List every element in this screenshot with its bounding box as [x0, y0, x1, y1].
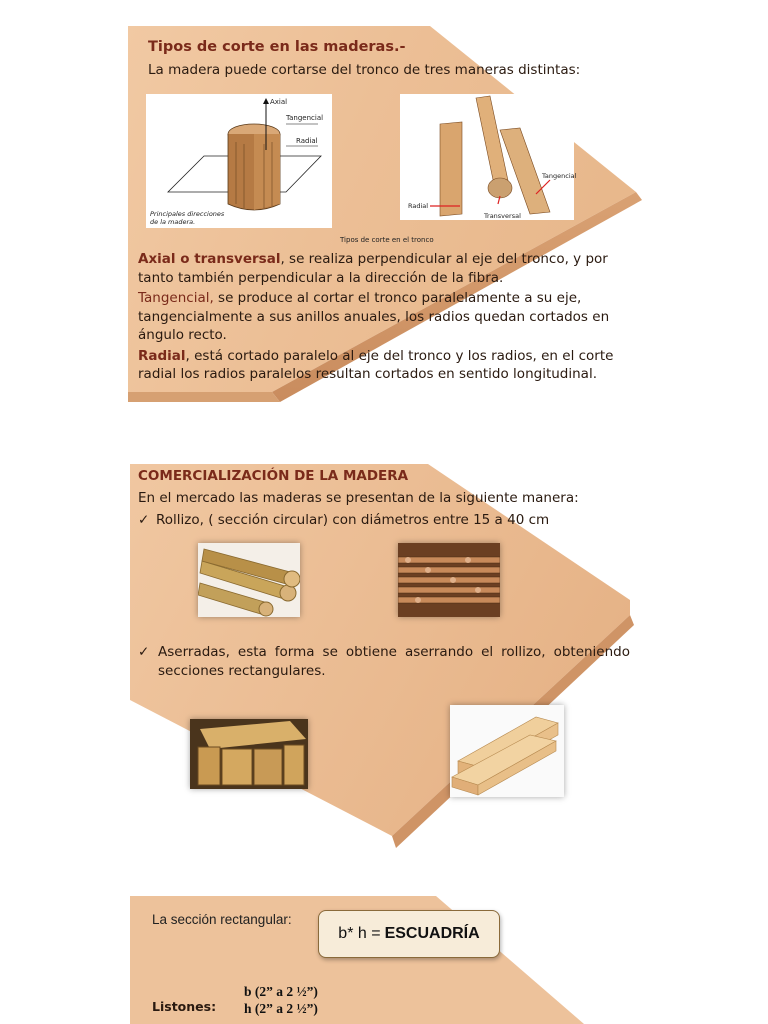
section2-title: COMERCIALIZACIÓN DE LA MADERA	[138, 468, 409, 484]
fig1-caption-line2: de la madera.	[150, 218, 196, 226]
fig2-transversal-label: Transversal	[484, 212, 521, 220]
fig1-caption-line1: Principales direcciones	[150, 210, 225, 218]
section1-title: Tipos de corte en las maderas.-	[148, 39, 406, 55]
escuadria-formula-box	[318, 910, 500, 958]
formula-bold: ESCUADRÍA	[384, 925, 480, 942]
section2-item1	[138, 511, 549, 530]
radial-text: , está cortado paralelo al eje del tronco y los radios, en el corte radial los radios paralelos resultan cortados en sentido longitudinal.	[138, 347, 614, 382]
h-dimension-line: h (2” a 2 ½”)	[244, 1001, 318, 1016]
sawn-boards-photo	[450, 705, 564, 797]
listones-label: Listones:	[152, 999, 217, 1014]
tangencial-term: Tangencial,	[138, 290, 214, 306]
cut-types-diagram	[400, 94, 577, 220]
axial-text: , se realiza perpendicular al eje del tronco, y por tanto también perpendicular a la dirección de la fibra.	[138, 251, 608, 286]
item2-text: Aserradas, esta forma se obtiene aserrando el rollizo, obteniendo secciones rectangulares.	[158, 644, 630, 679]
tangencial-text: se produce al cortar el tronco paralelamente a su eje, tangencialmente a sus anillos anuales, los radios quedan cortados en ángulo recto.	[138, 290, 610, 343]
formula-prefix: b* h =	[338, 925, 381, 942]
section2-intro: En el mercado las maderas se presentan de la siguiente manera:	[138, 490, 579, 506]
fig1-axial-label: Axial	[270, 98, 288, 106]
section3-label: La sección rectangular:	[152, 912, 292, 927]
fig1-tangencial-label: Tangencial	[286, 114, 324, 122]
round-logs-photo	[198, 543, 300, 617]
axial-paragraph	[138, 250, 638, 287]
fig1-radial-label: Radial	[296, 137, 318, 145]
sawn-lumber-stack-photo	[190, 719, 308, 789]
radial-term: Radial	[138, 347, 186, 364]
trunk-directions-diagram	[146, 94, 332, 228]
figure-caption: Tipos de corte en el tronco	[340, 236, 434, 244]
section2-item2	[138, 643, 630, 680]
radial-paragraph	[138, 347, 638, 384]
check-icon-2: ✓	[138, 644, 150, 660]
log-pile-photo	[398, 543, 500, 617]
section1-body	[138, 250, 638, 384]
axial-term: Axial o transversal	[138, 251, 281, 267]
fig2-radial-label: Radial	[408, 202, 429, 210]
item1-text: Rollizo, ( sección circular) con diámetros entre 15 a 40 cm	[156, 512, 550, 528]
b-dimension-line: b (2” a 2 ½”)	[244, 984, 318, 999]
fig2-tangencial-label: Tangencial	[542, 172, 577, 180]
tangencial-paragraph	[138, 289, 638, 345]
check-icon: ✓	[138, 512, 150, 528]
section1-intro: La madera puede cortarse del tronco de tres maneras distintas:	[148, 62, 581, 78]
